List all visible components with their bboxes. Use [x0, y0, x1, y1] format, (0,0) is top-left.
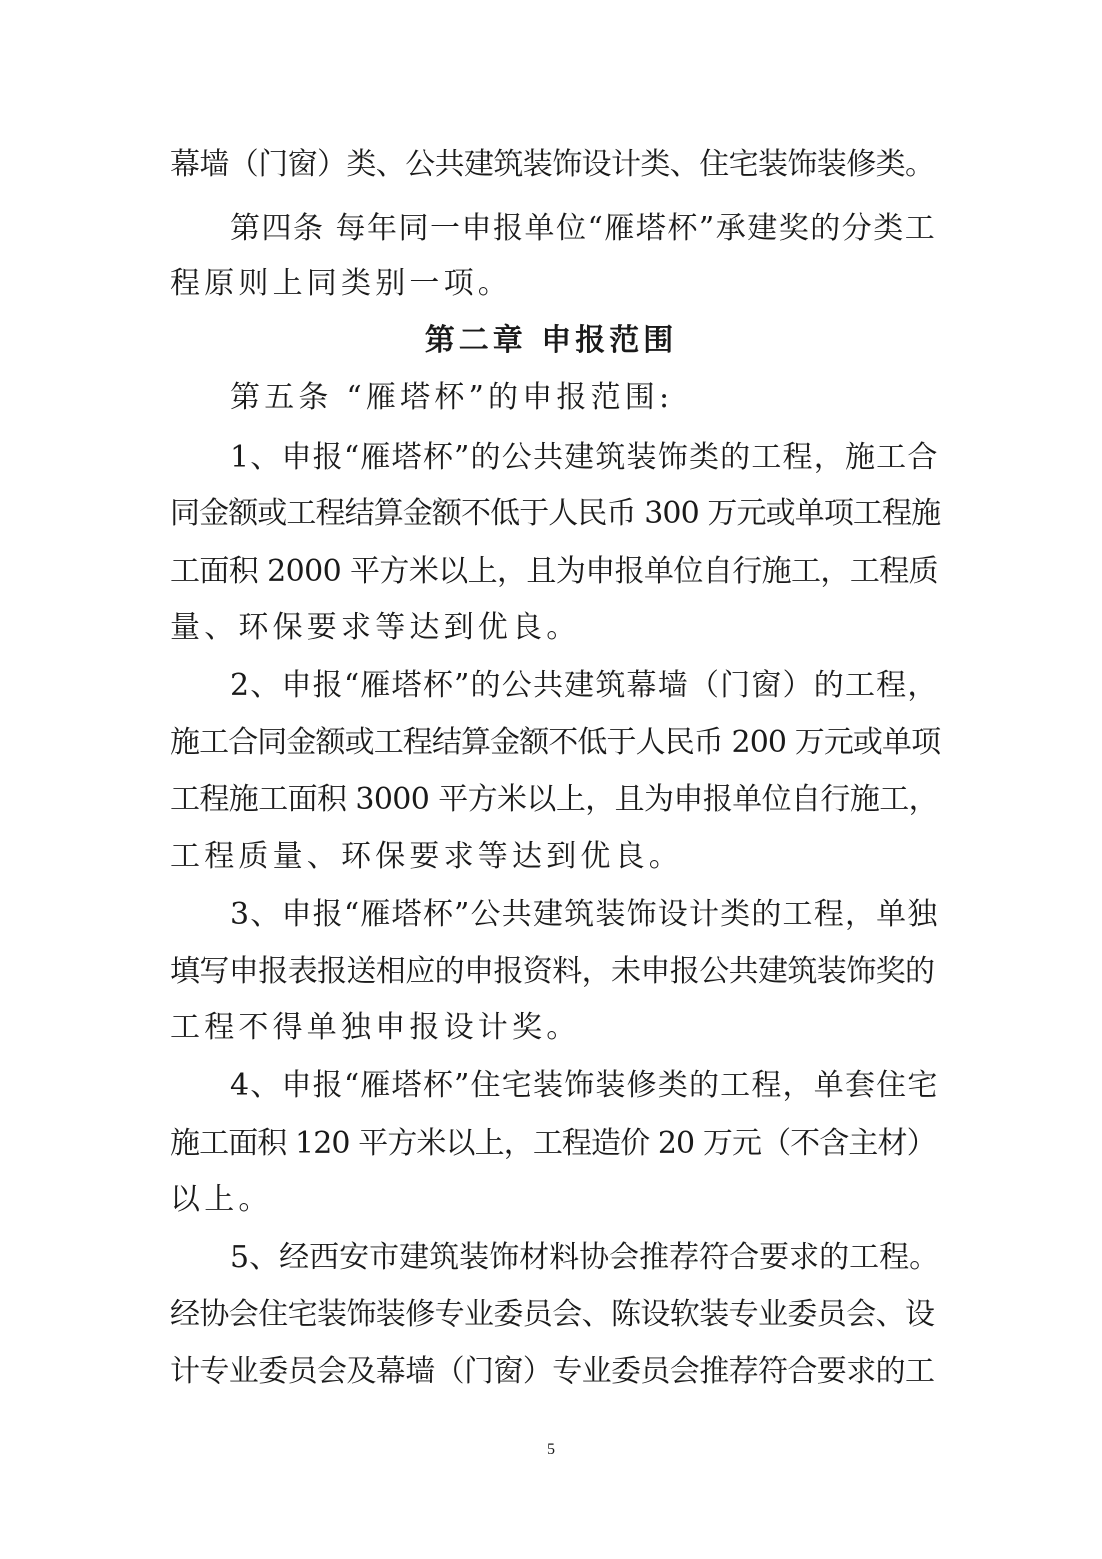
text-line: 计专业委员会及幕墙（门窗）专业委员会推荐符合要求的工: [170, 1354, 935, 1389]
text-line: 填写申报表报送相应的申报资料，未申报公共建筑装饰奖的: [170, 954, 935, 989]
text-line: 同金额或工程结算金额不低于人民币 300 万元或单项工程施: [170, 496, 941, 531]
text-line: 以上。: [170, 1182, 273, 1217]
item-3-line: 3、申报“雁塔杯”公共建筑装饰设计类的工程，单独: [230, 897, 939, 932]
text-line: 幕墙（门窗）类、公共建筑装饰设计类、住宅装饰装修类。: [170, 147, 935, 182]
text-line: 施工合同金额或工程结算金额不低于人民币 200 万元或单项: [170, 725, 941, 760]
text-line: 程原则上同类别一项。: [170, 266, 512, 301]
text-line: 工程施工面积 3000 平方米以上，且为申报单位自行施工，: [170, 782, 939, 817]
text-line: 经协会住宅装饰装修专业委员会、陈设软装专业委员会、设: [170, 1297, 935, 1332]
article-5-line: 第五条 “雁塔杯”的申报范围:: [230, 380, 674, 415]
text-line: 工面积 2000 平方米以上，且为申报单位自行施工，工程质: [170, 554, 939, 589]
page-number: 5: [547, 1441, 555, 1458]
item-2-line: 2、申报“雁塔杯”的公共建筑幕墙（门窗）的工程，: [230, 668, 939, 703]
text-line: 量、环保要求等达到优良。: [170, 610, 581, 645]
article-4-line: 第四条 每年同一申报单位“雁塔杯”承建奖的分类工: [230, 211, 937, 246]
item-5-line: 5、经西安市建筑装饰材料协会推荐符合要求的工程。: [230, 1240, 940, 1275]
text-line: 施工面积 120 平方米以上，工程造价 20 万元（不含主材）: [170, 1126, 936, 1161]
item-4-line: 4、申报“雁塔杯”住宅装饰装修类的工程，单套住宅: [230, 1068, 939, 1103]
chapter-heading: 第二章 申报范围: [424, 323, 678, 358]
text-line: 工程不得单独申报设计奖。: [170, 1010, 581, 1045]
text-line: 工程质量、环保要求等达到优良。: [170, 839, 683, 874]
item-1-line: 1、申报“雁塔杯”的公共建筑装饰类的工程，施工合: [230, 440, 939, 475]
